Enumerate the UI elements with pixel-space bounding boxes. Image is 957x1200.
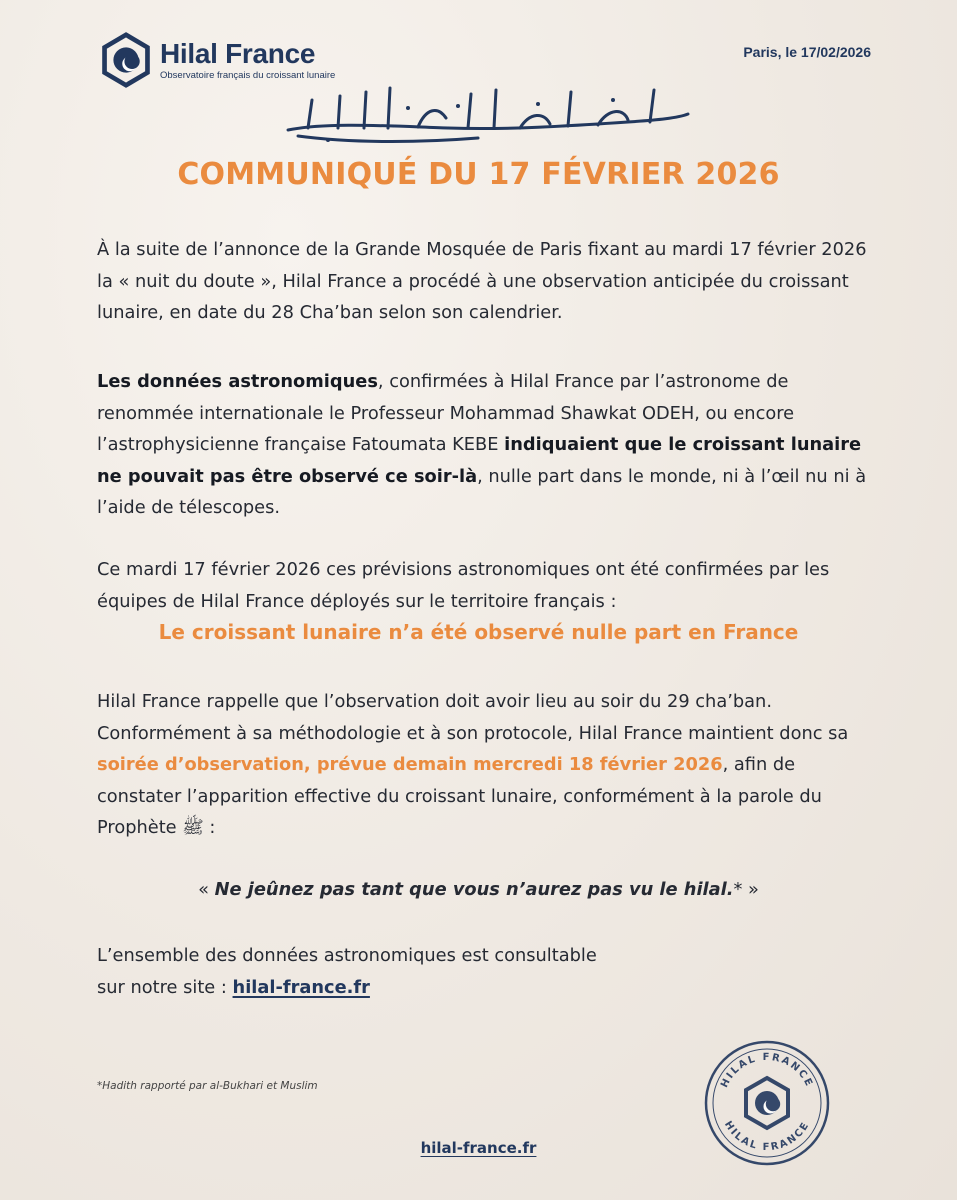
svg-text:HILAL FRANCE (719, 1052, 815, 1090)
paragraph-website (97, 940, 872, 1003)
paragraph-text: , confirmées à Hilal France par l’astronome de renommée internationale le Professeur Mohammad Shawkat ODEH, ou encore l’astrophysicienne française Fatoumata KEBE (97, 371, 795, 455)
brand-tagline: Observatoire français du croissant lunaire (160, 70, 336, 81)
highlight-statement: Le croissant lunaire n’a été observé nulle part en France (158, 620, 799, 644)
bold-astronomical-data: Les données astronomiques (97, 371, 378, 392)
quote-open: « (198, 879, 215, 900)
paragraph-intro: À la suite de l’annonce de la Grande Mosquée de Paris fixant au mardi 17 février 2026 la « nuit du doute », Hilal France a procédé à une observation anticipée du croissant lunaire, en date du 28 Cha’ban selon son calendrier. (97, 239, 867, 323)
bold-prediction: indiquaient que le croissant lunaire ne pouvait pas être observé ce soir-là (97, 434, 862, 487)
crescent-hexagon-icon (98, 32, 154, 88)
footnote: *Hadith rapporté par al-Bukhari et Muslim (97, 1080, 318, 1092)
brand-name: Hilal France (160, 38, 316, 69)
quote-close: * » (733, 879, 759, 900)
paragraph-observation (97, 686, 872, 844)
paragraph-text: , afin de constater l’apparition effective du croissant lunaire, conformément à la parole du Prophète ﷺ : (97, 754, 822, 838)
paragraph-text: L’ensemble des données astronomiques est consultable (97, 945, 597, 966)
paragraph-astronomical-data (97, 366, 872, 524)
observation-evening-highlight: soirée d’observation, prévue demain mercredi 18 février 2026 (97, 754, 723, 775)
paragraph-text: Hilal France rappelle que l’observation doit avoir lieu au soir du 29 cha’ban. Conformément à sa méthodologie et à son protocole, Hilal France maintient donc sa (97, 691, 849, 744)
basmala-calligraphy (268, 78, 698, 148)
paragraph-confirmation: Ce mardi 17 février 2026 ces prévisions astronomiques ont été confirmées par les équipes de Hilal France déployés sur le territoire français : (97, 559, 830, 612)
website-link[interactable]: hilal-france.fr (232, 976, 370, 998)
hilal-france-stamp (702, 1038, 832, 1168)
paragraph-text: , nulle part dans le monde, ni à l’œil nu ni à l’aide de télescopes. (97, 465, 867, 518)
stamp-text-top: HILAL FRANCE (719, 1051, 815, 1090)
page-title: COMMUNIQUÉ DU 17 FÉVRIER 2026 (177, 157, 780, 192)
hadith-quote (0, 879, 957, 900)
quote-text: Ne jeûnez pas tant que vous n’aurez pas vu le hilal. (214, 879, 734, 900)
stamp-text-bottom: HILAL FRANCE (721, 1119, 813, 1154)
paragraph-text: sur notre site : (97, 976, 233, 998)
svg-text:HILAL FRANCE (722, 1119, 812, 1153)
document-date: Paris, le 17/02/2026 (743, 44, 871, 60)
crescent-hexagon-icon (746, 1078, 788, 1128)
footer-website-link[interactable]: hilal-france.fr (420, 1139, 537, 1157)
